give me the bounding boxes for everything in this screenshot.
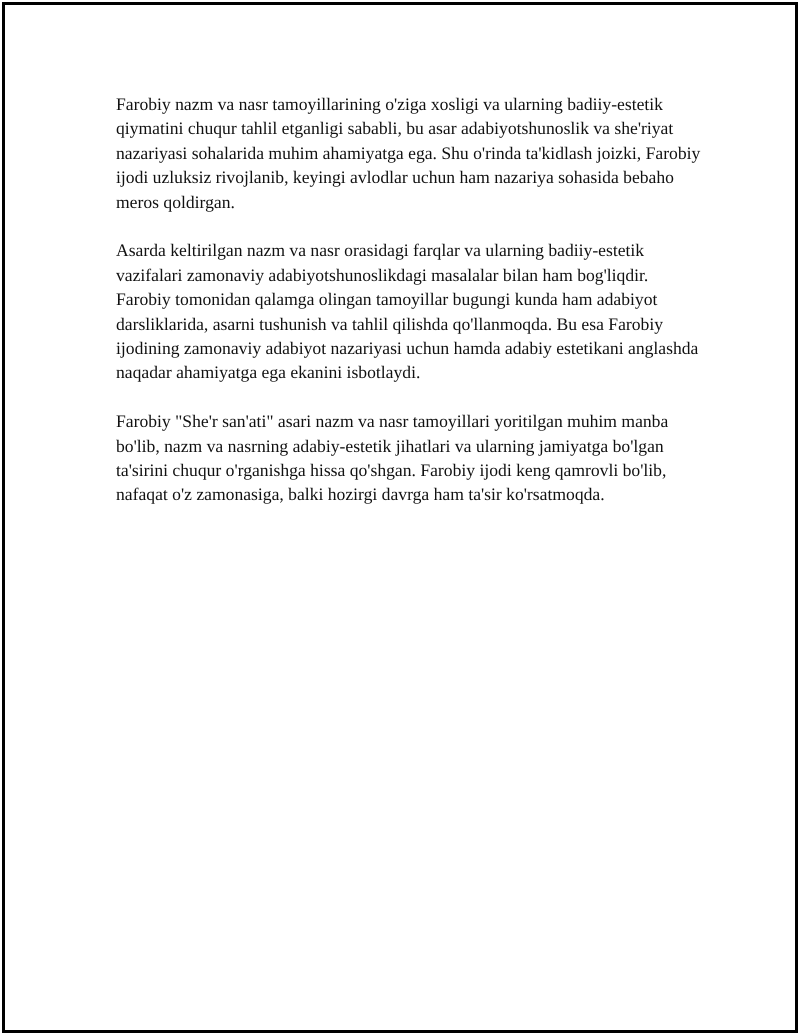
paragraph-2: Asarda keltirilgan nazm va nasr orasidagi farqlar va ularning badiiy-estetik vazifalari zamonaviy adabiyotshunoslikdagi masalalar bilan ham bog'liqdir. Farobiy tomonidan qalamga olingan tamoyillar bugungi kunda ham adabiyot darsliklarida, asarni tushunish va tahlil qilishda qo'llanmoqda. Bu esa Farobiy ijodining zamonaviy adabiyot nazariyasi uchun hamda adabiy estetikani anglashda naqadar ahamiyatga ega ekanini isbotlaydi.: [116, 240, 699, 383]
paragraph-3: Farobiy "She'r san'ati" asari nazm va nasr tamoyillari yoritilgan muhim manba bo'lib, nazm va nasrning adabiy-estetik jihatlari va ularning jamiyatga bo'lgan ta'sirini chuqur o'rganishga hissa qo'shgan. Farobiy ijodi keng qamrovli bo'lib, nafaqat o'z zamonasiga, balki hozirgi davrga ham ta'sir ko'rsatmoqda.: [116, 411, 669, 505]
paragraph-1: Farobiy nazm va nasr tamoyillarining o'ziga xosligi va ularning badiiy-estetik qiymatini chuqur tahlil etganligi sababli, bu asar adabiyotshunoslik va she'riyat nazariyasi sohalarida muhim ahamiyatga ega. Shu o'rinda ta'kidlash joizki, Farobiy ijodi uzluksiz rivojlanib, keyingi avlodlar uchun ham nazariya sohasida bebaho meros qoldirgan.: [116, 94, 701, 212]
document-body: [116, 92, 706, 507]
